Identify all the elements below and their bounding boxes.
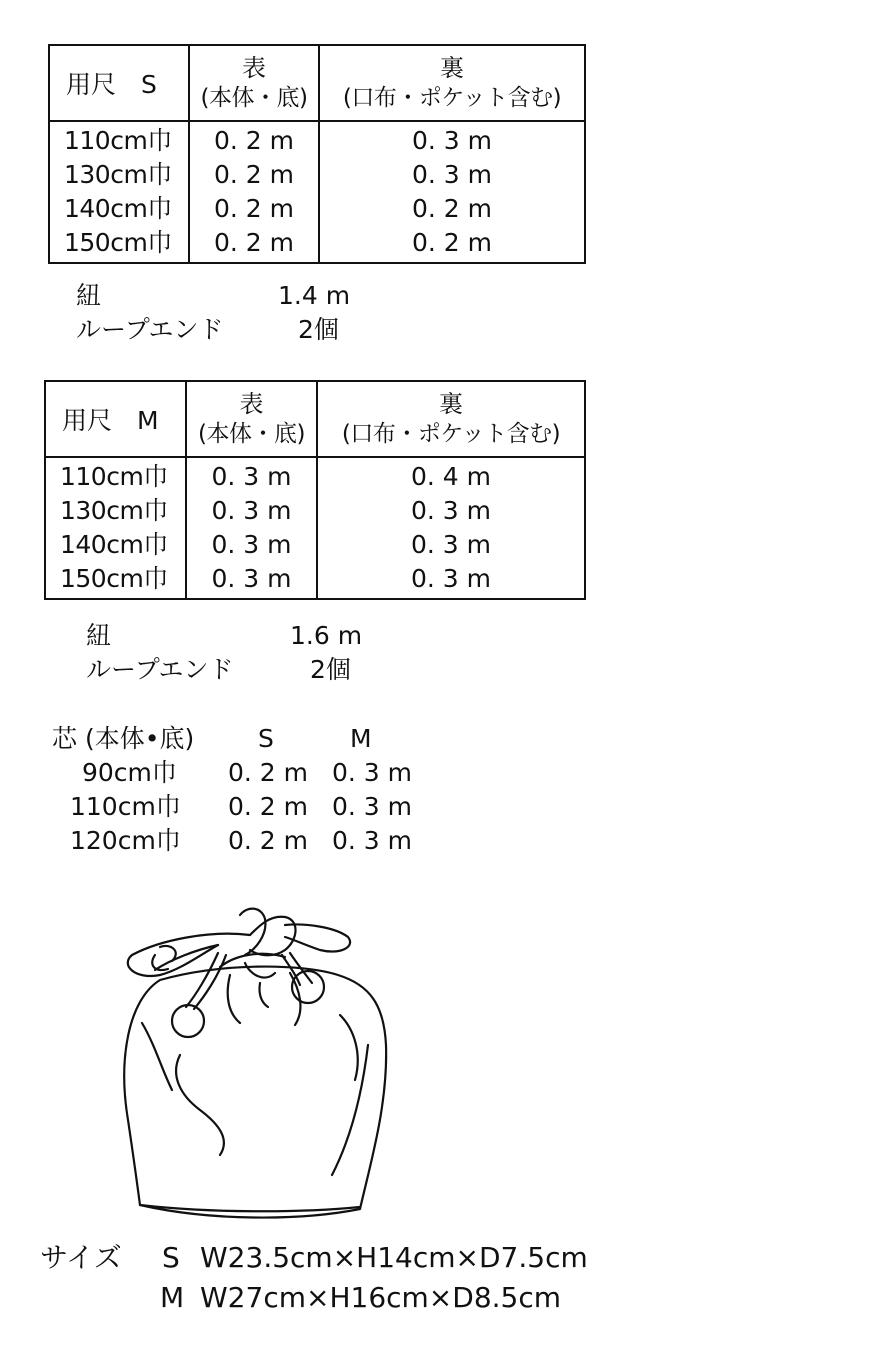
interfacing-block bbox=[52, 722, 452, 858]
fabric-width-cell: 150cm巾 bbox=[60, 564, 168, 593]
lining-fabric-subtitle: (口布・ポケット含む) bbox=[341, 421, 561, 447]
loop-end-row-m bbox=[86, 654, 486, 686]
loop-end-value: 2個 bbox=[298, 315, 339, 344]
size-s-dimensions: W23.5cm×H14cm×D7.5cm bbox=[200, 1241, 588, 1274]
size-s-amount: 0. 2 m bbox=[228, 792, 309, 821]
table-header-row bbox=[49, 45, 585, 121]
size-label: サイズ bbox=[40, 1241, 122, 1274]
interfacing-label: 芯 (本体•底) bbox=[52, 724, 195, 753]
size-m-dimensions: W27cm×H16cm×D8.5cm bbox=[200, 1281, 562, 1314]
table-row bbox=[45, 528, 585, 562]
table-m-label: 用尺 M bbox=[45, 381, 186, 457]
outer-fabric-subtitle: (本体・底) bbox=[198, 421, 305, 447]
loop-end-label: ループエンド bbox=[76, 315, 224, 344]
outer-amount-cell: 0. 3 m bbox=[186, 528, 317, 562]
size-row-s bbox=[40, 1238, 640, 1278]
list-item bbox=[52, 790, 452, 824]
lining-amount-cell: 0. 3 m bbox=[319, 121, 585, 158]
fabric-width-cell: 90cm巾 bbox=[82, 758, 177, 787]
size-m-amount: 0. 3 m bbox=[332, 758, 413, 787]
cord-row-m bbox=[86, 620, 486, 652]
outer-fabric-subtitle: (本体・底) bbox=[200, 85, 308, 111]
fabric-width-cell: 110cm巾 bbox=[60, 462, 168, 491]
lining-amount-cell: 0. 3 m bbox=[317, 494, 585, 528]
size-s-amount: 0. 2 m bbox=[228, 758, 309, 787]
fabric-width-cell: 150cm巾 bbox=[64, 228, 172, 257]
outer-fabric-title: 表 bbox=[239, 390, 264, 418]
table-header-row bbox=[45, 381, 585, 457]
outer-amount-cell: 0. 3 m bbox=[186, 494, 317, 528]
lining-fabric-title: 裏 bbox=[440, 54, 464, 82]
outer-amount-cell: 0. 2 m bbox=[189, 226, 319, 263]
yardage-table-s bbox=[48, 44, 586, 264]
lining-amount-cell: 0. 3 m bbox=[319, 158, 585, 192]
lining-fabric-header bbox=[319, 45, 585, 121]
size-s-label: S bbox=[162, 1241, 180, 1274]
outer-fabric-header bbox=[186, 381, 317, 457]
table-row bbox=[49, 158, 585, 192]
lining-amount-cell: 0. 3 m bbox=[317, 562, 585, 599]
fabric-width-cell: 110cm巾 bbox=[64, 126, 172, 155]
lining-fabric-subtitle: (口布・ポケット含む) bbox=[342, 85, 562, 111]
outer-amount-cell: 0. 2 m bbox=[189, 192, 319, 226]
interfacing-header-row bbox=[52, 722, 452, 756]
lining-amount-cell: 0. 4 m bbox=[317, 457, 585, 494]
fabric-width-cell: 140cm巾 bbox=[60, 530, 168, 559]
size-m-amount: 0. 3 m bbox=[332, 792, 413, 821]
table-row bbox=[45, 457, 585, 494]
lining-fabric-header bbox=[317, 381, 585, 457]
loop-end-value: 2個 bbox=[310, 655, 351, 684]
fabric-width-cell: 140cm巾 bbox=[64, 194, 172, 223]
interfacing-col-m: M bbox=[350, 724, 372, 753]
cord-label: 紐 bbox=[86, 621, 112, 650]
lining-amount-cell: 0. 3 m bbox=[317, 528, 585, 562]
table-row bbox=[45, 562, 585, 599]
fabric-width-cell: 110cm巾 bbox=[70, 792, 181, 821]
lining-fabric-title: 裏 bbox=[439, 390, 463, 418]
drawstring-bag-icon bbox=[100, 895, 430, 1225]
fabric-width-cell: 130cm巾 bbox=[64, 160, 172, 189]
interfacing-col-s: S bbox=[258, 724, 274, 753]
yardage-table-m bbox=[44, 380, 586, 600]
cord-row-s bbox=[76, 280, 476, 312]
cord-label: 紐 bbox=[76, 281, 102, 310]
size-block bbox=[40, 1238, 640, 1318]
table-row bbox=[49, 226, 585, 263]
outer-amount-cell: 0. 3 m bbox=[186, 457, 317, 494]
size-m-amount: 0. 3 m bbox=[332, 826, 413, 855]
loop-end-row-s bbox=[76, 314, 476, 346]
table-row bbox=[49, 121, 585, 158]
lining-amount-cell: 0. 2 m bbox=[319, 226, 585, 263]
fabric-width-cell: 120cm巾 bbox=[70, 826, 181, 855]
outer-amount-cell: 0. 3 m bbox=[186, 562, 317, 599]
lining-amount-cell: 0. 2 m bbox=[319, 192, 585, 226]
outer-amount-cell: 0. 2 m bbox=[189, 121, 319, 158]
fabric-width-cell: 130cm巾 bbox=[60, 496, 168, 525]
outer-amount-cell: 0. 2 m bbox=[189, 158, 319, 192]
cord-value: 1.4 m bbox=[278, 281, 351, 310]
list-item bbox=[52, 824, 452, 858]
table-row bbox=[45, 494, 585, 528]
table-row bbox=[49, 192, 585, 226]
table-s-label: 用尺 S bbox=[49, 45, 189, 121]
size-m-label: M bbox=[160, 1281, 185, 1314]
size-row-m bbox=[40, 1278, 640, 1318]
size-s-amount: 0. 2 m bbox=[228, 826, 309, 855]
loop-end-label: ループエンド bbox=[86, 655, 234, 684]
outer-fabric-header bbox=[189, 45, 319, 121]
outer-fabric-title: 表 bbox=[242, 54, 266, 82]
cord-value: 1.6 m bbox=[290, 621, 363, 650]
list-item bbox=[52, 756, 452, 790]
